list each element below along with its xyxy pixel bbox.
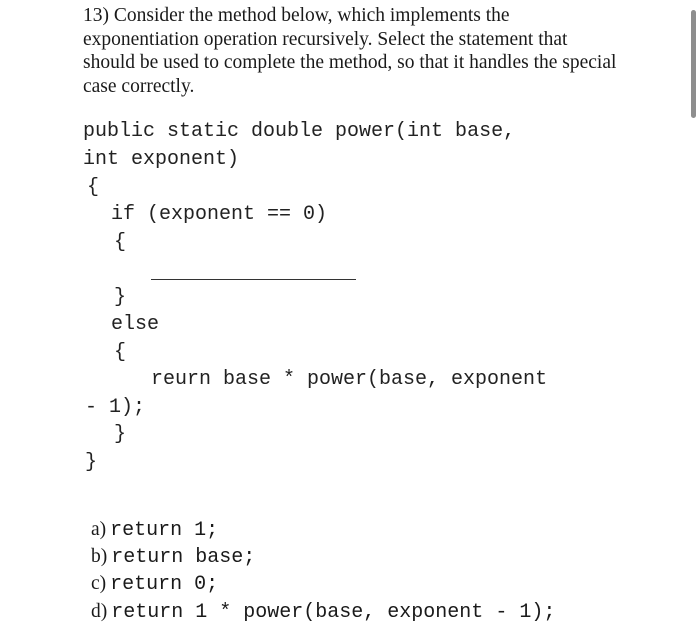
code-line-if: if (exponent == 0) (111, 203, 328, 226)
code-line-signature-cont: int exponent) (83, 148, 240, 171)
code-line-else: else (111, 313, 160, 336)
option-d-letter: d) (91, 601, 108, 622)
option-d (83, 583, 555, 624)
code-line-close-brace: } (85, 451, 98, 474)
code-line-if-open-brace: { (114, 231, 127, 254)
code-line-signature: public static double power(int base, (83, 120, 516, 143)
answer-blank-line (151, 279, 356, 280)
option-b-code: return base; (111, 546, 256, 569)
option-b-letter: b) (91, 546, 108, 567)
code-line-if-close-brace: } (114, 286, 127, 309)
option-a-code: return 1; (110, 519, 219, 542)
option-d-code: return 1 * power(base, exponent - 1); (111, 601, 556, 624)
code-line-return-recursive-cont: - 1); (85, 396, 146, 419)
option-c-letter: c) (91, 573, 107, 594)
code-line-else-close-brace: } (114, 423, 127, 446)
code-line-open-brace: { (87, 176, 100, 199)
code-line-else-open-brace: { (114, 341, 127, 364)
code-line-return-recursive: reurn base * power(base, exponent (151, 368, 548, 391)
vertical-scrollbar[interactable] (691, 10, 696, 118)
option-a-letter: a) (91, 519, 107, 540)
question-text: 13) Consider the method below, which implements the exponentiation operation recursively. Select the statement that should be used to complete the method, so that it handles the special case correctly. (83, 5, 617, 97)
option-c-code: return 0; (110, 573, 219, 596)
